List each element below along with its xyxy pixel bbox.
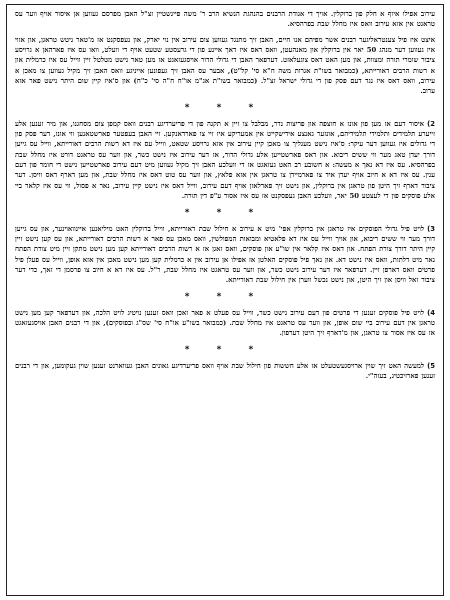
paragraph-text: לויט פיל פוסקים זענען די פרטים פון דעם עירוב נישט כשר, ווייל עס פעלט א פאר זאכן וואס זענען נויטיג לויט הלכה, און דערפאר קען מען נישט טראגן אין דעם עירוב ביי שום אופן, און ווער עס טראגט איז מחלל שבת. (כמבואר בשו"ע או"ח סי' שס"ג ובפוסקים), און די רבנים האבן אויסגעזאגט אז עס איז אסור צו טראגן, און מ'דארף זיך היטן דערפון. xyxy=(15,308,435,338)
section-separator: * * * xyxy=(184,344,266,355)
section-separator: * * * xyxy=(184,291,266,302)
document-frame xyxy=(6,4,444,596)
paragraph-4 xyxy=(15,308,435,339)
paragraph-3 xyxy=(15,224,435,286)
intro-paragraph-2: איצט איז פיל צענטראליגער רבנים אשר מפיהם אנו חיים, האבן זיך מתנגד געווען צום עירוב אין נוי יארק, און נעפסקנט אז מ'טאר ניטש טראגן, און אזוי איז געווען דער מנהג 50 יאר אין ברוקלין און מאנהעטן, וואס דאס איז דאך איינע פון די גרעסטע שטעט אויף די וועלט, וואו עס איז פארהאן א גרויסע ציבור שומרי תורה ומצוות, און מען האט דאס צוגעלאזט. דערפאר האבן די גדולי הדור אויסגעזאגט אז מען טאר נישט מטלטל זיין ווייל עס איז כרמלית און א רשות הרבים דאורייתא, (כמבואר בשו"ת אגרות משה ח"א סי' קל"ט), אבער עס האבן זיך געפונען אייניגע וואס האבן זיך מקיל געווען צו מאכן א עירוב, וואס דאס איז נגד דעם פסק פון די גדולי ישראל זצ"ל. (כמבואר בשו"ת אג"מ או"ח ח"ה סי' כ"ח) און ס'איז קיין שום היתר נישט פאר אזא ערוב. xyxy=(14,35,435,96)
paragraph-number: 5) xyxy=(427,361,435,370)
paragraph-text: איסור דעם אז מען פון אונז א חוצפה און פריצות נדר, מבלבל צו זיין א תקנה פון די פריערדיגע רבנים וואס קמפן צום מסחגנו, און מיר זענען אלע זייערע תלמידים ותלמידי תלמידיהם, אונזער גאנצע אידישקייט אין אמעריקע איז זיי צו פארדאנקען. זיי האבן בעפטער פארשטאנען ווי אונז, דער פסק פון די גדולים איז געווען דער עיקר: ס'איז נישט מעגליך צו מאכן קיין עירוב אין אזא גרויסע שטאט, ווייל עס איז דא רשות הרבים דאורייתא, ווייל עס גייען דורך יעדן טאג מער ווי ששים ריבוא. און דאס פארשטייען אלע גדולי הדור, אז דער עירוב איז נישט כשר, און ווער עס טראגט דורט איז מחלל שבת בפרהסיא. עס איז דא נאך א מעשה: א חשובע רב האט געזאגט אז די וועלכע האבן זיך מקיל געווען מיט דעם עירוב פארשטייען נישט די חומר פון דעם ענין. עס איז דא א חיוב אויף יעדן איד צו פארמיידן צו טראגן אין אזא פלאץ, און ווער עס טוט דאס איז מחלל שבת, און מען דארף דאס וויסן. דער ציבור דארף זיך היטן פון טראגן אין ברוקלין, און נישט זיך פארלאזן אויף דעם עירוב, ווייל דאס איז נישט קיין עירוב, נאר א פסול, ווי עס איז קלאר ביי אלע פוסקים פון די לעצטע 50 יאר, וועלכע האבן געפסקנט אז עס איז אסור ע"פ דין תורה. xyxy=(15,119,435,201)
paragraph-text: למעשה האט זיך שוין ארויסגעשטעלט אז אלע חששות פון חילול שבת אויף וואס פריערדיגע גאונים האבן געווארנט זענען שוין געקומען, און די רבנים זענען פארזיכטיג, בעזה"י. xyxy=(15,361,435,380)
paragraph-number: 2) xyxy=(427,119,435,128)
paragraph-2 xyxy=(15,119,435,202)
paragraph-number: 3) xyxy=(427,224,435,233)
paragraph-number: 4) xyxy=(427,308,435,317)
intro-paragraph-1: עירוב אפילו איוף א חלק פון ברוקלין. אויך די אגודת הרבנים בהנהגת הנשיא הרב ר' משה פיינשטיין זצ"ל האבן מפרסם געווען אן איסור אויף ווער עס טראגט אין אזא עירוב וואס איז מחלל שבת בפרהסיא. xyxy=(15,10,435,29)
section-separator: * * * xyxy=(184,207,266,218)
paragraph-5 xyxy=(15,361,435,382)
section-separator: * * * xyxy=(184,102,266,113)
paragraph-text: לויט פיל גדולי הפוסקים איז טראגן אין ברוקלין אפי' מיט א עירוב א חילול שבת דאורייתא, ווייל ברוקלין האט מיליאנען איינוואוינער, און עס גייען דורך מער ווי ששים ריבוא, און אויך ווייל עס איז דא פלאטיא ומבואות המפולשין, וואס מאכן עס פאר א רשות הרבים דאורייתא, און עס קען נישט זיין קיין היתר דורך צורת הפתח. און דאס איז קלאר אין שו"ע און פוסקים, וואס זאגן אז א רשות הרבים דאורייתא קען מען נישט מתקן זיין מיט צורת הפתח נאר מיט דלתות, וואס איז נישט דא. און נאך פיל פוסקים האלטן אז אפילו אן עירוב אין א כרמלית קען מען נישט מאכן אין אזא אופן, ווייל עס פעלן פיל פרטים וואס דארפן זיין. דערפאר איז דער עירוב נישט כשר, און ווער עס טראגט איז מחלל שבת, ר"ל. עס איז דא א חיוב צו פרסמן די זאך, כדי דער ציבור זאל וויסן און זיך היטן, און נישט נכשל ווערן אין חילול שבת דאורייתא. xyxy=(15,224,435,285)
